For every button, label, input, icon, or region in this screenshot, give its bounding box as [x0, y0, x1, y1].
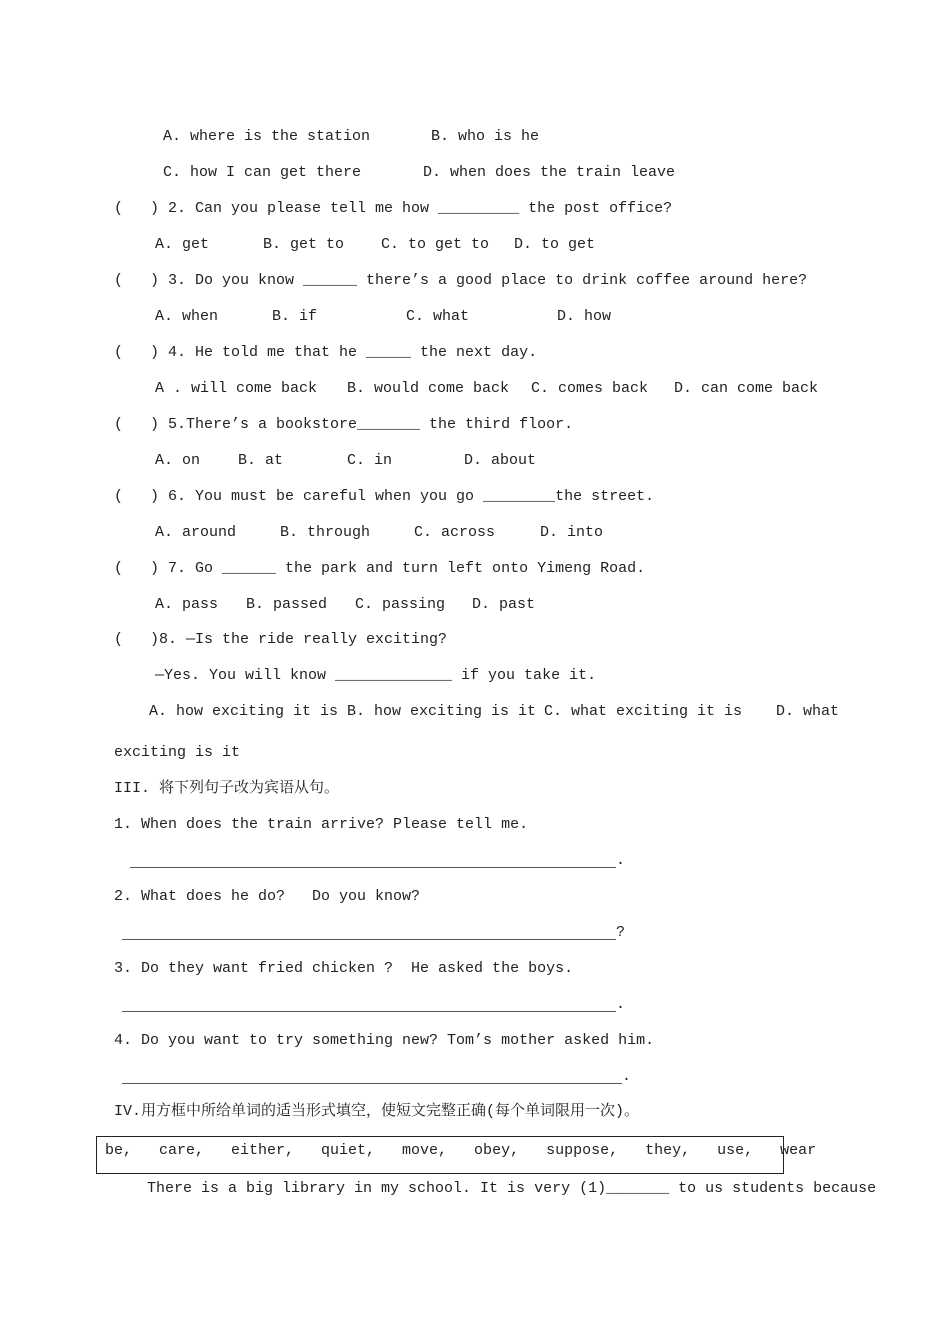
- q2-option-b: B. get to: [263, 236, 345, 253]
- q6-option-b: B. through: [280, 524, 371, 541]
- q4-option-c: C. comes back: [531, 380, 649, 397]
- section3-item-1: 1. When does the train arrive? Please tell me.: [114, 816, 529, 833]
- section4-passage-line: There is a big library in my school. It is very (1)_______ to us students because: [147, 1180, 877, 1197]
- section3-title: III. 将下列句子改为宾语从句。: [114, 780, 340, 797]
- section3-answer-line-2[interactable]: [122, 939, 616, 940]
- q2-option-a: A. get: [155, 236, 210, 253]
- section3-item-4: 4. Do you want to try something new? Tom’s mother asked him.: [114, 1032, 655, 1049]
- q7-option-b: B. passed: [246, 596, 328, 613]
- q8-stem: ( )8. —Is the ride really exciting?: [114, 631, 448, 648]
- q8-reply: —Yes. You will know _____________ if you take it.: [155, 667, 597, 684]
- q3-option-b: B. if: [272, 308, 318, 325]
- section3-answer-line-3[interactable]: [122, 1011, 616, 1012]
- q1-option-b: B. who is he: [431, 128, 540, 145]
- section3-answer-end-3: .: [616, 996, 626, 1013]
- q5-option-c: C. in: [347, 452, 393, 469]
- q3-stem: ( ) 3. Do you know ______ there’s a good place to drink coffee around here?: [114, 272, 808, 289]
- q8-option-d: D. what: [776, 703, 840, 720]
- q8-option-a: A. how exciting it is: [149, 703, 339, 720]
- q2-option-c: C. to get to: [381, 236, 490, 253]
- q3-option-a: A. when: [155, 308, 219, 325]
- q5-option-d: D. about: [464, 452, 537, 469]
- q4-stem: ( ) 4. He told me that he _____ the next day.: [114, 344, 538, 361]
- q2-option-d: D. to get: [514, 236, 596, 253]
- section4-title: IV.用方框中所给单词的适当形式填空，使短文完整正确(每个单词限用一次)。: [114, 1103, 640, 1120]
- q6-option-d: D. into: [540, 524, 604, 541]
- word-bank-words: be, care, either, quiet, move, obey, suppose, they, use, wear: [105, 1142, 817, 1159]
- section3-answer-end-4: .: [622, 1068, 632, 1085]
- section3-item-3: 3. Do they want fried chicken ? He asked the boys.: [114, 960, 574, 977]
- q8-option-b: B. how exciting is it: [347, 703, 537, 720]
- q5-option-b: B. at: [238, 452, 284, 469]
- q7-option-a: A. pass: [155, 596, 219, 613]
- q5-stem: ( ) 5.There’s a bookstore_______ the third floor.: [114, 416, 574, 433]
- section3-answer-line-4[interactable]: [122, 1083, 622, 1084]
- section3-answer-line-1[interactable]: [130, 867, 616, 868]
- q1-option-d: D. when does the train leave: [423, 164, 676, 181]
- q8-option-c: C. what exciting it is: [544, 703, 743, 720]
- q4-option-d: D. can come back: [674, 380, 819, 397]
- section3-item-2: 2. What does he do? Do you know?: [114, 888, 421, 905]
- q3-option-c: C. what: [406, 308, 470, 325]
- q1-option-a: A. where is the station: [163, 128, 371, 145]
- q7-stem: ( ) 7. Go ______ the park and turn left onto Yimeng Road.: [114, 560, 646, 577]
- q4-option-a: A . will come back: [155, 380, 318, 397]
- q5-option-a: A. on: [155, 452, 201, 469]
- section3-answer-end-1: .: [616, 852, 626, 869]
- q6-stem: ( ) 6. You must be careful when you go ________the street.: [114, 488, 655, 505]
- q4-option-b: B. would come back: [347, 380, 510, 397]
- q7-option-c: C. passing: [355, 596, 446, 613]
- q8-option-d-continued: exciting is it: [114, 744, 241, 761]
- q3-option-d: D. how: [557, 308, 612, 325]
- q2-stem: ( ) 2. Can you please tell me how _________ the post office?: [114, 200, 673, 217]
- q6-option-a: A. around: [155, 524, 237, 541]
- word-bank-box: [96, 1136, 817, 1174]
- q7-option-d: D. past: [472, 596, 536, 613]
- q1-option-c: C. how I can get there: [163, 164, 362, 181]
- q6-option-c: C. across: [414, 524, 496, 541]
- section3-answer-end-2: ?: [616, 924, 626, 941]
